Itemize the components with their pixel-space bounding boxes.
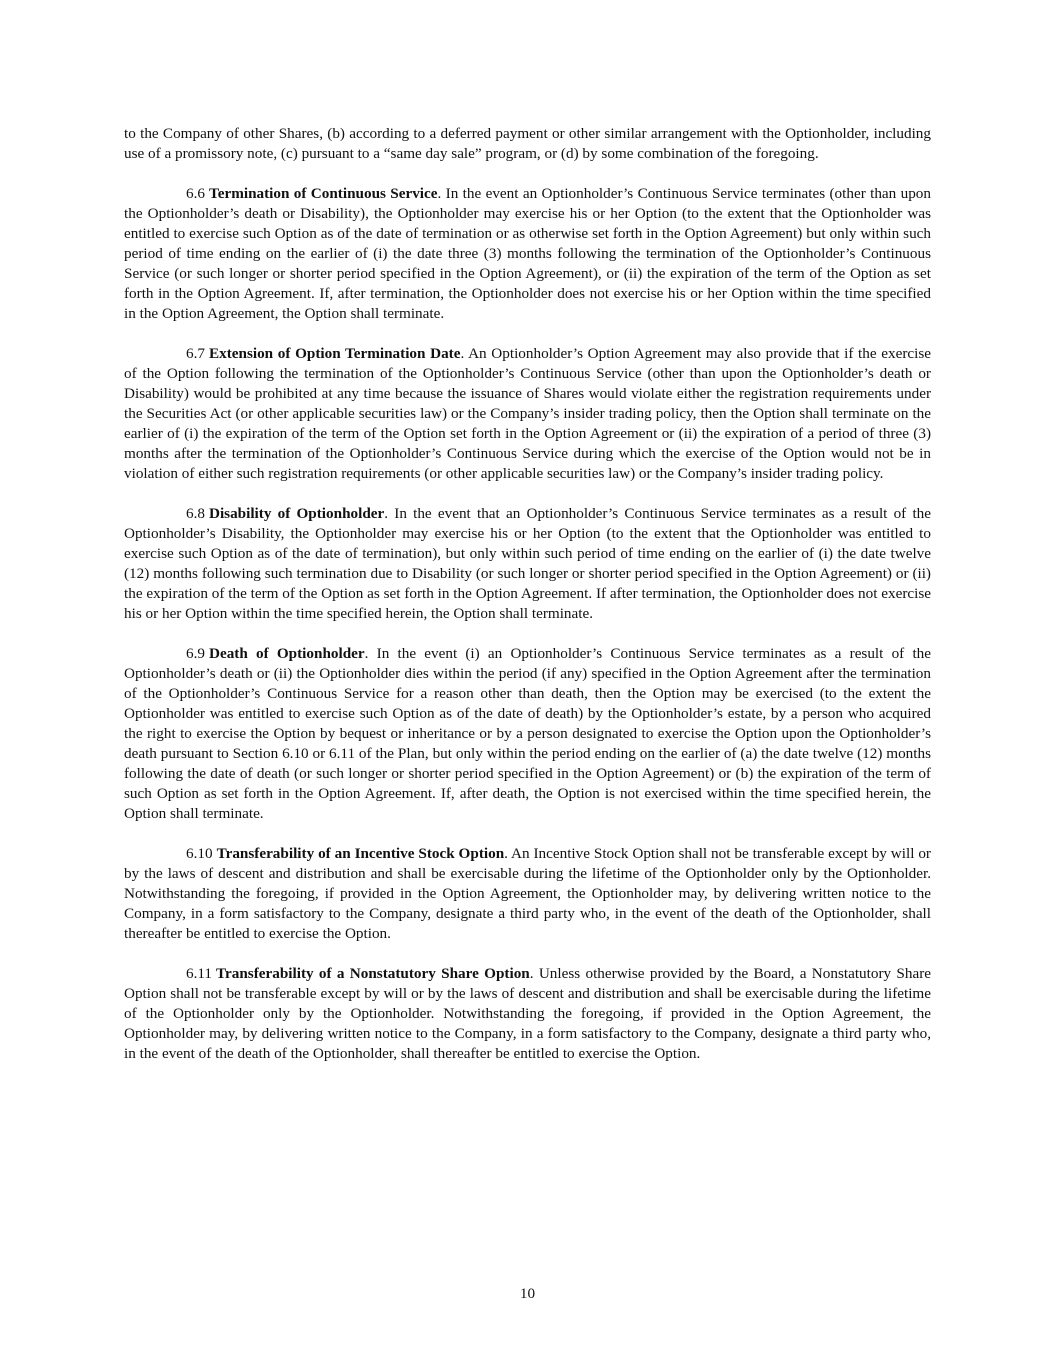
section-heading: Termination of Continuous Service: [208, 185, 438, 202]
section-6-6: [124, 184, 931, 324]
section-body: . An Incentive Stock Option shall not be transferable except by will or by the laws of descent and distribution and shall be exercisable during the lifetime of the Optionholder only by the Optionholder. Notwithstanding the foregoing, if provided in the Option Agreement, the Optionholder may, by delivering written notice to the Company, in a form satisfactory to the Company, designate a third party who, in the event of the death of the Optionholder, shall thereafter be entitled to exercise the Option.: [124, 845, 931, 942]
section-number: 6.9: [186, 645, 205, 662]
section-6-7: [124, 344, 931, 484]
section-body: . Unless otherwise provided by the Board, a Nonstatutory Share Option shall not be transferable except by will or by the laws of descent and distribution and shall be exercisable during the lifetime of the Optionholder only by the Optionholder. Notwithstanding the foregoing, if provided in the Option Agreement, the Optionholder may, by delivering written notice to the Company, in a form satisfactory to the Company, designate a third party who, in the event of the death of the Optionholder, shall thereafter be entitled to exercise the Option.: [124, 965, 931, 1062]
document-page: [124, 124, 931, 1084]
section-heading: Transferability of an Incentive Stock Option: [216, 845, 505, 862]
section-6-10: [124, 844, 931, 944]
section-heading: Extension of Option Termination Date: [208, 345, 461, 362]
section-number: 6.11: [186, 965, 213, 982]
section-number: 6.7: [186, 345, 205, 362]
page-number: 10: [519, 1285, 536, 1302]
section-number: 6.8: [186, 505, 205, 522]
section-number: 6.6: [186, 185, 205, 202]
section-body: . In the event (i) an Optionholder’s Continuous Service terminates as a result of the Optionholder’s death or (ii) the Optionholder dies within the period (if any) specified in the Option Agreement after the termination of the Optionholder’s Continuous Service for a reason other than death, then the Option may be exercised (to the extent the Optionholder was entitled to exercise such Option as of the date of death) by the Optionholder’s estate, by a person who acquired the right to exercise the Option by bequest or inheritance or by a person designated to exercise the Option upon the Optionholder’s death pursuant to Section 6.10 or 6.11 of the Plan, but only within the period ending on the earlier of (a) the date twelve (12) months following the date of death (or such longer or shorter period specified in the Option Agreement) or (b) the expiration of the term of such Option as set forth in the Option Agreement. If, after death, the Option is not exercised within the time specified herein, the Option shall terminate.: [124, 645, 932, 822]
section-heading: Transferability of a Nonstatutory Share Option: [216, 965, 530, 982]
section-heading: Disability of Optionholder: [208, 505, 385, 522]
section-body: . An Optionholder’s Option Agreement may also provide that if the exercise of the Option following the termination of the Optionholder’s Continuous Service (other than upon the Optionholder’s death or Disability) would be prohibited at any time because the issuance of Shares would violate either the registration requirements under the Securities Act (or other applicable securities law) or the Company’s insider trading policy, then the Option shall terminate on the earlier of (i) the expiration of the term of the Option set forth in the Option Agreement or (ii) the expiration of a period of three (3) months after the termination of the Optionholder’s Continuous Service during which the exercise of the Option would not be in violation of either such registration requirements (or other applicable securities law) or the Company’s insider trading policy.: [124, 345, 931, 482]
section-6-8: [124, 504, 931, 624]
section-number: 6.10: [186, 845, 213, 862]
section-6-9: [124, 644, 931, 824]
section-6-11: [124, 964, 931, 1064]
section-heading: Death of Optionholder: [208, 645, 365, 662]
section-body: . In the event that an Optionholder’s Continuous Service terminates as a result of the Optionholder’s Disability, the Optionholder may exercise his or her Option (to the extent that the Optionholder was entitled to exercise such Option as of the date of termination), but only within such period of time ending on the earlier of (i) the date twelve (12) months following such termination due to Disability (or such longer or shorter period specified in the Option Agreement) or (ii) the expiration of the term of the Option as set forth in the Option Agreement. If after termination, the Optionholder does not exercise his or her Option within the time specified herein, the Option shall terminate.: [124, 505, 931, 622]
continuation-paragraph: to the Company of other Shares, (b) according to a deferred payment or other similar arrangement with the Optionholder, including use of a promissory note, (c) pursuant to a “same day sale” program, or (d) by some combination of the foregoing.: [124, 125, 931, 162]
section-body: . In the event an Optionholder’s Continuous Service terminates (other than upon the Optionholder’s death or Disability), the Optionholder may exercise his or her Option (to the extent that the Optionholder was entitled to exercise such Option as of the date of termination or as otherwise set forth in the Option Agreement) but only within such period of time ending on the earlier of (i) the date three (3) months following the termination of the Optionholder’s Continuous Service (or such longer or shorter period specified in the Option Agreement), or (ii) the expiration of the term of the Option as set forth in the Option Agreement. If, after termination, the Optionholder does not exercise his or her Option within the time specified in the Option Agreement, the Option shall terminate.: [124, 185, 931, 322]
